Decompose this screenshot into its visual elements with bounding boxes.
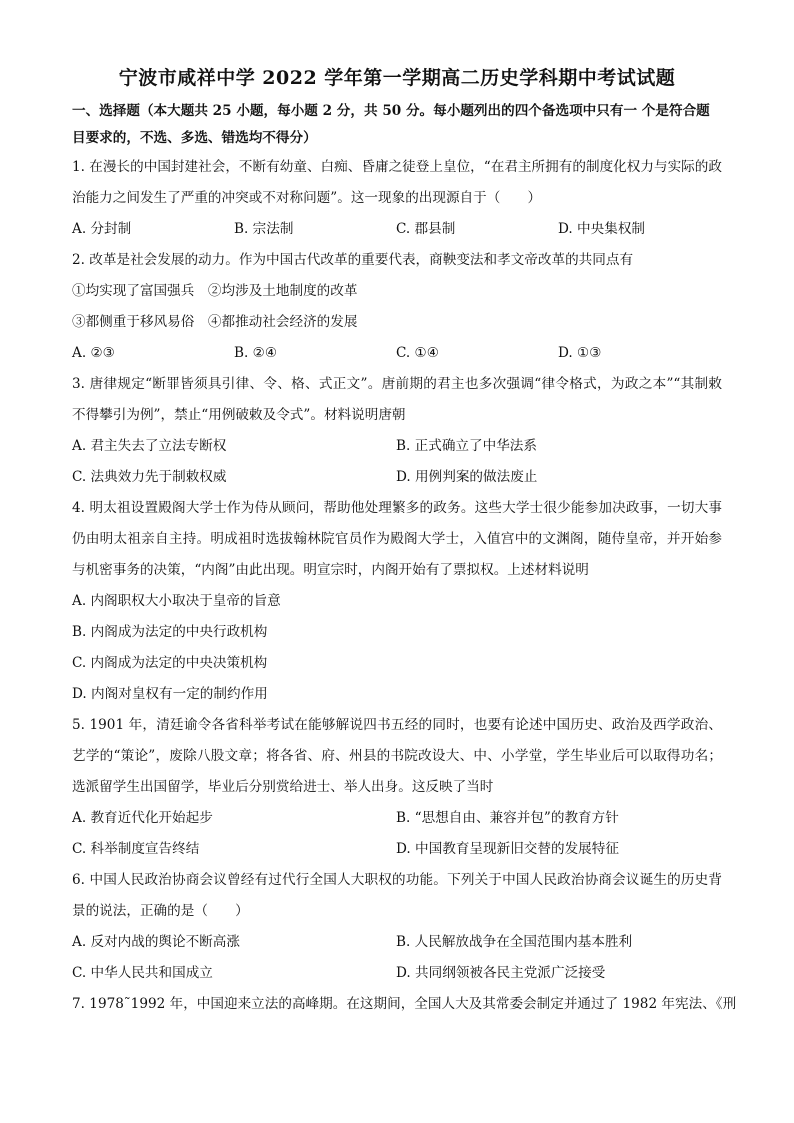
question-4 <box>72 493 722 710</box>
section-header: 一、选择题（本大题共 25 小题，每小题 2 分，共 50 分。每小题列出的四个备选项中只有一 个是符合题目要求的，不选、多选、错选均不得分） <box>72 103 710 146</box>
statement-line: ①均实现了富国强兵 ②均涉及土地制度的改革 <box>72 283 358 299</box>
options-row <box>72 927 722 958</box>
option-c: C. 科举制度宣告终结 <box>72 841 200 857</box>
question-6 <box>72 865 722 989</box>
options-row <box>72 958 722 989</box>
question-7 <box>72 989 737 1020</box>
option-c: C. 内阁成为法定的中央决策机构 <box>72 655 268 671</box>
option-b: B. ②④ <box>234 345 278 361</box>
question-text: 2. 改革是社会发展的动力。作为中国古代改革的重要代表，商鞅变法和孝文帝改革的共同点有 <box>72 252 634 268</box>
question-3 <box>72 369 722 493</box>
question-text: 5. 1901 年，清廷谕令各省科举考试在能够解说四书五经的同时，也要有论述中国历史、政治及西学政治、艺学的“策论”，废除八股文章；将各省、府、州县的书院改设大、中、小学堂，学生毕业后可以取得功名；选派留学生出国留学，毕业后分别赏给进士、举人出身。这反映了当时 <box>72 717 722 795</box>
option-c: C. ①④ <box>396 345 439 361</box>
options-row <box>72 834 722 865</box>
option-a: A. 教育近代化开始起步 <box>72 810 213 826</box>
option-d: D. 中央集权制 <box>558 221 646 237</box>
question-1 <box>72 152 722 245</box>
option-b: B. 宗法制 <box>234 221 294 237</box>
option-c: C. 中华人民共和国成立 <box>72 965 213 981</box>
option-d: D. 共同纲领被各民主党派广泛接受 <box>396 965 606 981</box>
option-a: A. 内阁职权大小取决于皇帝的旨意 <box>72 593 281 609</box>
option-b: B. 内阁成为法定的中央行政机构 <box>72 624 268 640</box>
question-text: 6. 中国人民政治协商会议曾经有过代行全国人大职权的功能。下列关于中国人民政治协商会议诞生的历史背景的说法，正确的是（ ） <box>72 872 722 919</box>
option-d: D. 内阁对皇权有一定的制约作用 <box>72 686 268 702</box>
option-b: B. 人民解放战争在全国范围内基本胜利 <box>396 934 633 950</box>
option-d: D. ①③ <box>558 345 602 361</box>
option-b: B. “思想自由、兼容并包”的教育方针 <box>396 810 619 826</box>
option-d: D. 用例判案的做法废止 <box>396 469 538 485</box>
question-5 <box>72 710 722 865</box>
options-row <box>72 214 722 245</box>
options-row <box>72 338 722 369</box>
question-2 <box>72 245 722 369</box>
question-text: 3. 唐律规定“断罪皆须具引律、令、格、式正文”。唐前期的君主也多次强调“律令格式，为政之本”“其制敕不得攀引为例”，禁止“用例破敕及令式”。材料说明唐朝 <box>72 376 722 423</box>
option-c: C. 法典效力先于制敕权威 <box>72 469 227 485</box>
option-c: C. 郡县制 <box>396 221 456 237</box>
option-a: A. 君主失去了立法专断权 <box>72 438 227 454</box>
option-a: A. 反对内战的舆论不断高涨 <box>72 934 240 950</box>
options-row <box>72 462 722 493</box>
options-row <box>72 803 722 834</box>
exam-page <box>72 64 737 1020</box>
statement-line: ③都侧重于移风易俗 ④都推动社会经济的发展 <box>72 314 358 330</box>
options-row <box>72 431 722 462</box>
question-text: 7. 1978˜1992 年，中国迎来立法的高峰期。在这期间，全国人大及其常委会制定并通过了 1982 年宪法、《刑 <box>72 996 737 1012</box>
option-a: A. 分封制 <box>72 221 132 237</box>
question-text: 1. 在漫长的中国封建社会，不断有幼童、白痴、昏庸之徒登上皇位，“在君主所拥有的制度化权力与实际的政治能力之间发生了严重的冲突或不对称问题”。这一现象的出现源自于（ ） <box>72 159 722 206</box>
exam-title: 宁波市咸祥中学 2022 学年第一学期高二历史学科期中考试试题 <box>118 67 676 89</box>
option-b: B. 正式确立了中华法系 <box>396 438 537 454</box>
option-a: A. ②③ <box>72 345 115 361</box>
question-text: 4. 明太祖设置殿阁大学士作为侍从顾问，帮助他处理繁多的政务。这些大学士很少能参加决政事，一切大事仍由明太祖亲自主持。明成祖时选拔翰林院官员作为殿阁大学士，入值宫中的文渊阁，随侍皇帝，并开始参与机密事务的决策，“内阁”由此出现。明宣宗时，内阁开始有了票拟权。上述材料说明 <box>72 500 722 578</box>
option-d: D. 中国教育呈现新旧交替的发展特征 <box>396 841 619 857</box>
